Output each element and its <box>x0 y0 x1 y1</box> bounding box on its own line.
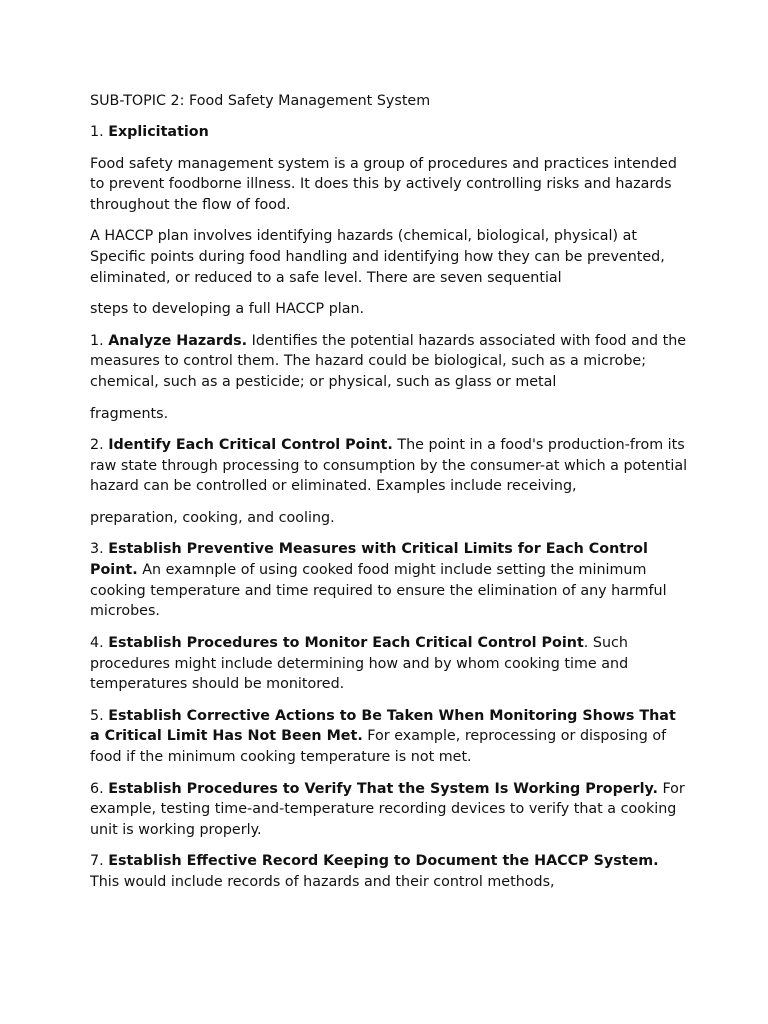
section-number: 1. <box>90 124 109 141</box>
step-text: Identifies the potential hazards associated with food and the measures to control them. The hazard could be biological, such as a microbe; chemical, such as a pesticide; or physical, such as glass or metal <box>90 332 687 391</box>
step-text: For example, reprocessing or disposing of food if the minimum cooking temperature is not met. <box>90 728 667 766</box>
step-number: 4. <box>90 634 109 651</box>
haccp-paragraph-continued: steps to developing a full HACCP plan. <box>90 301 365 318</box>
step-3 <box>90 539 690 622</box>
step-title: Analyze Hazards. <box>108 332 248 349</box>
step-1-continued: fragments. <box>90 405 169 422</box>
step-title: Establish Effective Record Keeping to Document the HACCP System. <box>108 853 659 870</box>
step-text: For example, testing time-and-temperature recording devices to verify that a cooking unit is working properly. <box>90 780 685 839</box>
subtopic-heading: SUB-TOPIC 2: Food Safety Management System <box>90 93 431 109</box>
step-title: Establish Corrective Actions to Be Taken When Monitoring Shows That a Critical Limit Has Not Been Met. <box>90 707 676 745</box>
step-4 <box>90 633 690 695</box>
section-title: Explicitation <box>108 124 209 141</box>
step-number: 1. <box>90 332 109 349</box>
step-2 <box>90 435 690 497</box>
step-title: Establish Procedures to Monitor Each Critical Control Point <box>108 634 584 651</box>
step-number: 6. <box>90 780 109 797</box>
step-text: . Such procedures might include determining how and by whom cooking time and temperatures should be monitored. <box>90 634 629 693</box>
step-7 <box>90 851 690 893</box>
step-number: 7. <box>90 853 109 870</box>
step-2-continued: preparation, cooking, and cooling. <box>90 509 335 526</box>
step-text: The point in a food's production-from its raw state through processing to consumption by the consumer-at which a potential hazard can be controlled or eliminated. Examples include receiving, <box>90 436 688 495</box>
step-title: Identify Each Critical Control Point. <box>108 436 393 453</box>
step-number: 5. <box>90 707 109 724</box>
step-text: An examnple of using cooked food might include setting the minimum cooking temperature and time required to ensure the elimination of any harmful microbes. <box>90 561 667 620</box>
step-1 <box>90 331 690 393</box>
step-title: Establish Procedures to Verify That the System Is Working Properly. <box>108 780 658 797</box>
step-number: 3. <box>90 541 109 558</box>
step-number: 2. <box>90 436 109 453</box>
step-6 <box>90 779 690 841</box>
intro-paragraph: Food safety management system is a group of procedures and practices intended to prevent foodborne illness. It does this by actively controlling risks and hazards throughout the flow of food. <box>90 155 677 214</box>
step-title: Establish Preventive Measures with Critical Limits for Each Control Point. <box>90 541 648 578</box>
haccp-paragraph: A HACCP plan involves identifying hazards (chemical, biological, physical) at Specific points during food handling and identifying how they can be prevented, eliminated, or reduced to a safe level. There are seven sequential <box>90 228 665 287</box>
step-5 <box>90 706 690 768</box>
document-page <box>90 91 690 904</box>
section-heading <box>90 122 690 143</box>
step-text: This would include records of hazards and their control methods, <box>90 874 555 891</box>
